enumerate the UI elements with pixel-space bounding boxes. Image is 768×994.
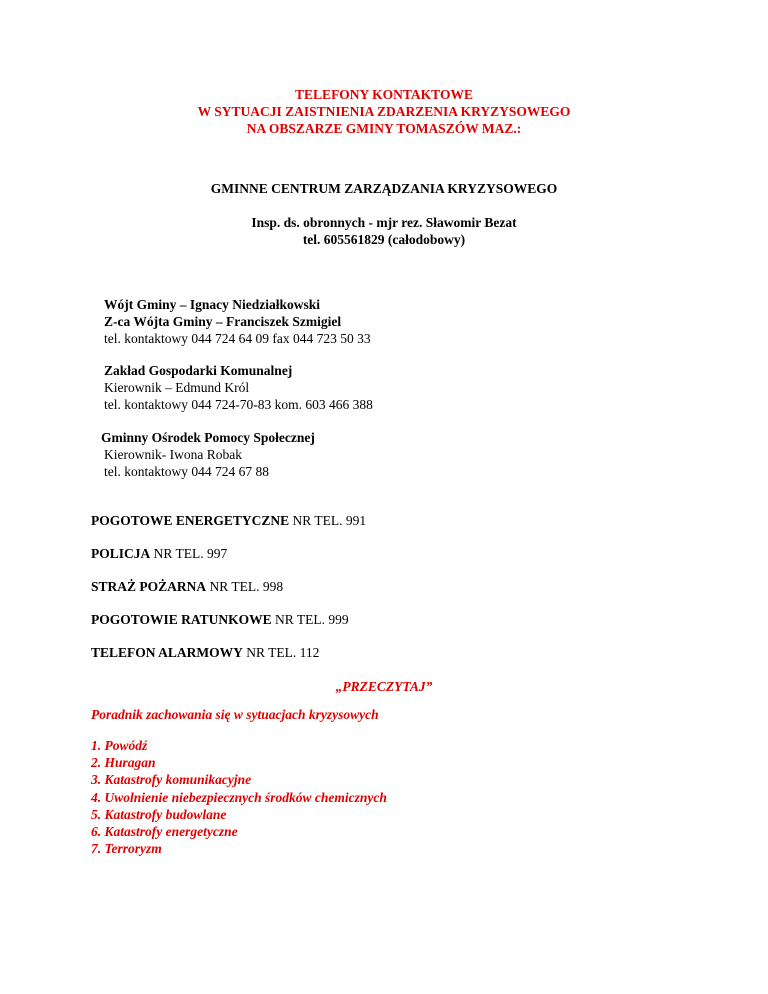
contact-block-wojt [104,296,371,347]
wojt-name: Wójt Gminy – Ignacy Niedziałkowski [104,297,321,312]
emergency-number: NR TEL. 112 [242,645,320,660]
guide-item-hurricane[interactable]: 2. Huragan [91,755,156,771]
emergency-line-police [91,545,227,562]
emergency-name: POGOTOWE ENERGETYCZNE [91,513,290,528]
guide-item-flood[interactable]: 1. Powódź [91,738,148,753]
emergency-name: STRAŻ POŻARNA [91,579,207,594]
emergency-number: NR TEL. 991 [289,513,367,528]
read-label: „PRZECZYTAJ” [335,679,433,694]
header-line-2: W SYTUACJI ZAISTNIENIA ZDARZENIA KRYZYSOWEGO [197,104,571,119]
guide-item-transport-disasters[interactable]: 3. Katastrofy komunikacyjne [91,772,252,788]
guide-item-chemical-release[interactable]: 4. Uwolnienie niebezpiecznych środków chemicznych [91,789,387,805]
crisis-center-inspector-block [0,214,768,248]
emergency-number: NR TEL. 999 [271,612,349,627]
document-header [0,86,768,137]
deputy-wojt-name: Z-ca Wójta Gminy – Franciszek Szmigiel [104,314,342,329]
gops-person: Kierownik- Iwona Robak [104,447,242,462]
emergency-name: POLICJA [91,546,151,561]
contact-block-zgk [104,362,373,413]
inspector-phone: tel. 605561829 (całodobowy) [302,232,466,247]
emergency-line-fire [91,578,283,595]
crisis-center-title: GMINNE CENTRUM ZARZĄDZANIA KRYZYSOWEGO [210,181,558,196]
zgk-title: Zakład Gospodarki Komunalnej [104,363,293,378]
wojt-phone: tel. kontaktowy 044 724 64 09 fax 044 723 50 33 [104,331,371,346]
header-line-3: NA OBSZARZE GMINY TOMASZÓW MAZ.: [246,121,522,136]
guide-item-terrorism[interactable]: 7. Terroryzm [91,841,162,857]
inspector-name: Insp. ds. obronnych - mjr rez. Sławomir Bezat [251,215,517,230]
emergency-line-ambulance [91,611,349,628]
guide-list [91,737,387,857]
emergency-number: NR TEL. 998 [206,579,284,594]
emergency-line-alarm [91,644,319,661]
emergency-name: POGOTOWIE RATUNKOWE [91,612,272,627]
gops-phone: tel. kontaktowy 044 724 67 88 [104,464,269,479]
guide-title: Poradnik zachowania się w sytuacjach kryzysowych [91,707,379,722]
emergency-line-energy [91,512,366,529]
guide-item-building-disasters[interactable]: 5. Katastrofy budowlane [91,806,227,822]
emergency-name: TELEFON ALARMOWY [91,645,243,660]
emergency-number: NR TEL. 997 [150,546,228,561]
header-line-1: TELEFONY KONTAKTOWE [295,87,473,102]
zgk-phone: tel. kontaktowy 044 724-70-83 kom. 603 466 388 [104,397,373,412]
gops-title: Gminny Ośrodek Pomocy Społecznej [101,430,315,445]
contact-block-gops [101,429,315,480]
zgk-person: Kierownik – Edmund Król [104,380,250,395]
guide-item-energy-disasters[interactable]: 6. Katastrofy energetyczne [91,824,238,840]
